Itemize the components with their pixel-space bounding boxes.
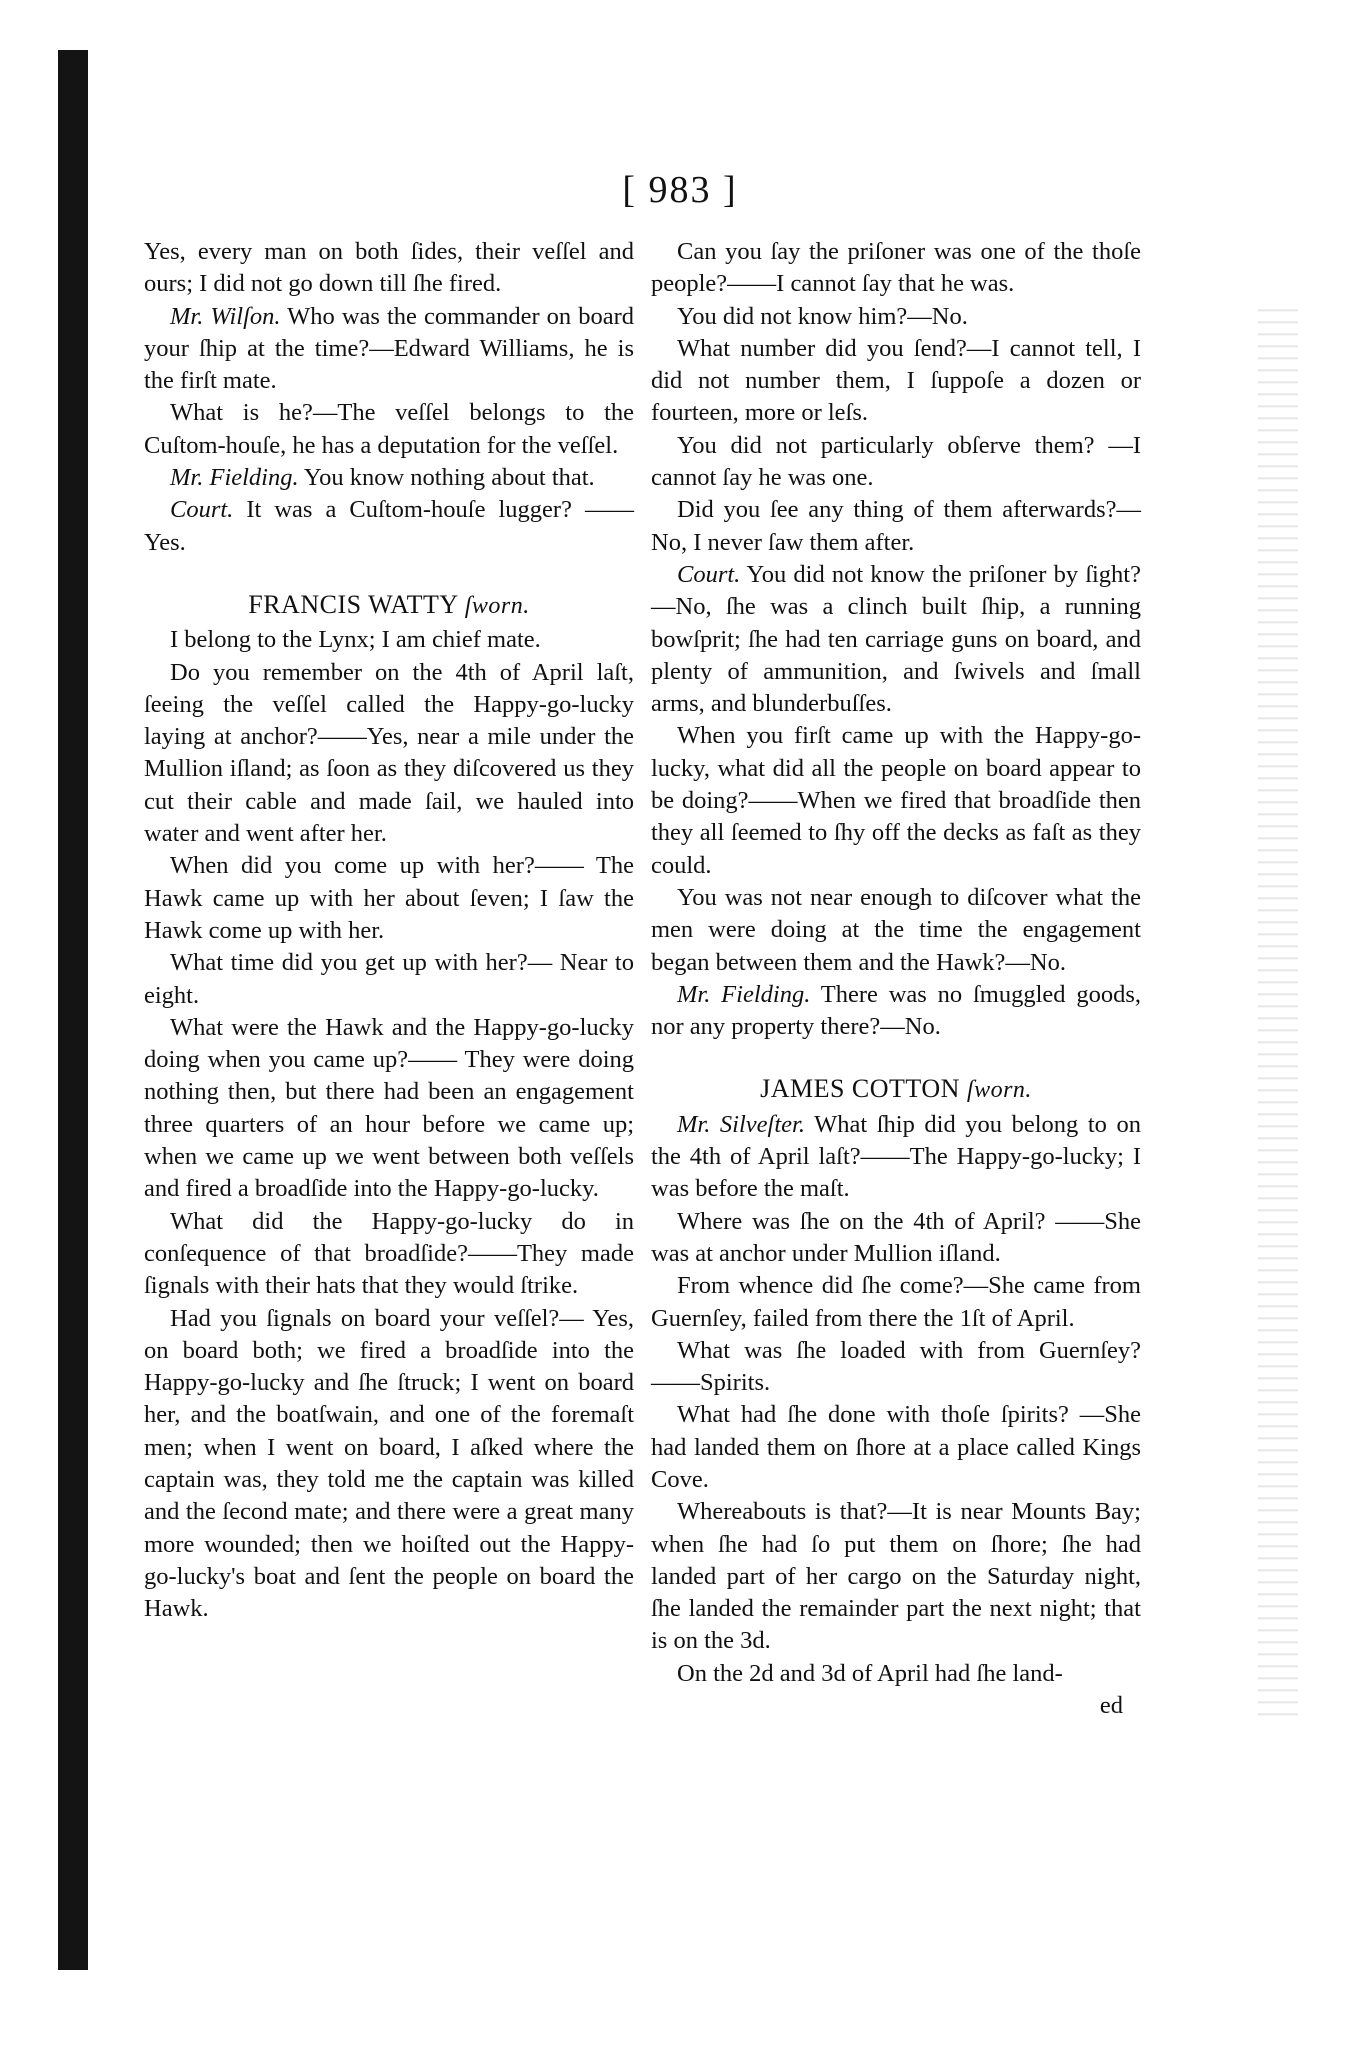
paragraph — [651, 1109, 1141, 1206]
paragraph — [651, 979, 1141, 1044]
paragraph: You did not know him?—No. — [677, 302, 968, 330]
paragraph-text: You know nothing about that. — [303, 464, 595, 492]
paragraph: When did you come up with her?—— The Hawk came up with her about ſeven; I ſaw the Hawk come up with her. — [144, 852, 634, 944]
speaker-name: Mr. Silveſter. — [677, 1110, 805, 1138]
paragraph: From whence did ſhe come?—She came from Guernſey, failed from there the 1ſt of April. — [651, 1272, 1141, 1332]
paragraph — [144, 494, 634, 559]
paragraph: Whereabouts is that?—It is near Mounts Bay; when ſhe had ſo put them on ſhore; ſhe had landed part of her cargo on the Saturday night, ſhe landed the remainder part the next night; that is on the 3d. — [651, 1498, 1141, 1655]
paragraph: What did the Happy-go-lucky do in conſequence of that broadſide?——They made ſignals with their hats that they would ſtrike. — [144, 1207, 634, 1300]
left-column — [144, 236, 634, 1625]
paragraph: Where was ſhe on the 4th of April? ——She was at anchor under Mullion iſland. — [651, 1207, 1141, 1267]
paragraph-text: Who was the commander on board your ſhip at the time?—Edward Williams, he is the firſt mate. — [144, 302, 634, 395]
paragraph-text: What ſhip did you belong to on the 4th of April laſt?——The Happy-go-lucky; I was before the maſt. — [651, 1110, 1141, 1203]
right-column — [651, 236, 1141, 1722]
paragraph: What had ſhe done with thoſe ſpirits? —She had landed them on ſhore at a place called Kings Cove. — [651, 1401, 1141, 1493]
paragraph — [144, 301, 634, 398]
paragraph-text: There was no ſmuggled goods, nor any property there?—No. — [651, 980, 1141, 1041]
paragraph: Did you ſee any thing of them afterwards?—No, I never ſaw them after. — [651, 496, 1141, 556]
paragraph: Can you ſay the priſoner was one of the thoſe people?——I cannot ſay that he was. — [651, 238, 1141, 298]
paragraph — [144, 462, 634, 494]
paragraph-text: You did not know the priſoner by ſight?—No, ſhe was a clinch built ſhip, a running bowſprit; ſhe had ten carriage guns on board, and plenty of ammunition, and ſwivels and ſmall arms, and blunderbuſſes. — [651, 560, 1141, 718]
witness-heading — [651, 1073, 1141, 1106]
paragraph: What were the Hawk and the Happy-go-lucky doing when you came up?—— They were doing nothing then, but there had been an engagement three quarters of an hour before we came up; when we came up we went between both veſſels and fired a broadſide into the Happy-go-lucky. — [144, 1013, 634, 1203]
paragraph: Yes, every man on both ſides, their veſſel and ours; I did not go down till ſhe fired. — [144, 238, 634, 298]
witness-heading — [144, 589, 634, 622]
paragraph: What was ſhe loaded with from Guernſey?——Spirits. — [651, 1336, 1141, 1397]
paragraph: You did not particularly obſerve them? —I cannot ſay he was one. — [651, 431, 1141, 492]
paragraph: When you firſt came up with the Happy-go-lucky, what did all the people on board appear to be doing?——When we fired that broadſide then they all ſeemed to ſhy off the decks as faſt as they could. — [651, 722, 1141, 879]
witness-name: JAMES COTTON — [760, 1074, 960, 1104]
paragraph: You was not near enough to diſcover what the men were doing at the time the engagement began between them and the Hawk?—No. — [651, 883, 1141, 976]
sworn-label: ſworn. — [966, 1077, 1032, 1104]
witness-name: FRANCIS WATTY — [248, 589, 458, 619]
sworn-label: ſworn. — [464, 592, 530, 619]
page-number: [ 983 ] — [622, 169, 738, 211]
paragraph: Had you ſignals on board your veſſel?— Yes, on board both; we fired a broadſide into the Happy-go-lucky and ſhe ſtruck; I went on board her, and the boatſwain, and one of the foremaſt men; when I went on board, I aſked where the captain was, they told me the captain was killed and the ſecond mate; and there were a great many more wounded; then we hoiſted out the Happy-go-lucky's boat and ſent the people on board the Hawk. — [144, 1304, 634, 1623]
speaker-name: Mr. Fielding. — [170, 464, 299, 492]
paragraph: What time did you get up with her?— Near to eight. — [144, 949, 634, 1009]
catchword: ed — [1099, 1692, 1123, 1720]
speaker-name: Mr. Wilſon. — [170, 302, 281, 330]
paragraph: I belong to the Lynx; I am chief mate. — [170, 626, 541, 654]
binding-edge — [58, 50, 88, 1970]
paragraph: What number did you ſend?—I cannot tell, I did not number them, I ſuppoſe a dozen or fourteen, more or leſs. — [651, 334, 1141, 427]
paragraph-text: It was a Cuſtom-houſe lugger? ——Yes. — [144, 496, 634, 556]
paragraph — [651, 559, 1141, 720]
paragraph: On the 2d and 3d of April had ſhe land- — [677, 1659, 1063, 1687]
scan-edge-noise — [1258, 300, 1298, 1720]
speaker-name: Court. — [677, 560, 741, 588]
paragraph: Do you remember on the 4th of April laſt, ſeeing the veſſel called the Happy-go-lucky laying at anchor?——Yes, near a mile under the Mullion iſland; as ſoon as they diſcovered us they cut their cable and made ſail, we hauled into water and went after her. — [144, 658, 634, 848]
paragraph: What is he?—The veſſel belongs to the Cuſtom-houſe, he has a deputation for the veſſel. — [144, 399, 634, 459]
speaker-name: Court. — [170, 496, 234, 524]
speaker-name: Mr. Fielding. — [677, 980, 811, 1008]
